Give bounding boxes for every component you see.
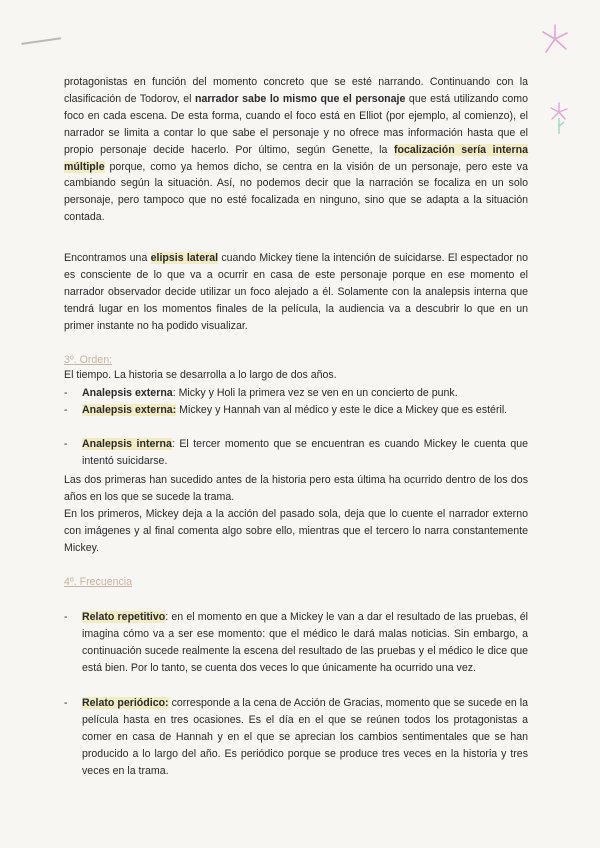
bold-term: elipsis lateral — [150, 252, 219, 264]
bold-term: focalización sería interna múltiple — [64, 143, 528, 173]
bullet-dash: - — [64, 697, 68, 709]
bullet-label: Analepsis externa: — [82, 404, 177, 416]
bullet-dash: - — [64, 438, 68, 450]
bullet-dash: - — [64, 404, 68, 416]
bullet-text: : Micky y Holi la primera vez se ven en un concierto de punk. — [172, 387, 458, 399]
paragraph-elipsis — [64, 250, 528, 335]
list-item — [64, 695, 529, 780]
bullet-label: Relato periódico: — [82, 697, 169, 709]
bullet-text: : en el momento en que a Mickey le van a dar el resultado de las pruebas, él imagina cómo va a ser ese momento: que el médico le dará malas noticias. Sin embargo, a continuación sucede realmente la escena del resultado de las pruebas y el médico le dice que está bien. Por lo tanto, se cuenta dos veces lo que únicamente ha ocurrido una vez. — [82, 611, 528, 674]
text: protagonistas en función del momento concreto que se esté narrando. Continuando con la clasificación de Todorov, el — [64, 76, 528, 105]
list-item — [64, 609, 528, 677]
flower-doodle-icon — [540, 22, 570, 56]
section-heading-orden: 3º. Orden: — [64, 354, 113, 366]
list-item — [64, 385, 528, 402]
bullet-label: Analepsis externa — [82, 387, 173, 399]
bullet-label: Relato repetitivo — [82, 611, 166, 623]
list-item — [64, 436, 528, 470]
orden-after-2: En los primeros, Mickey deja a la acción del pasado sola, deja que lo cuente el narrador externo con imágenes y al final comenta algo sobre ello, mientras que el tercero lo narra constantemente Mickey. — [64, 508, 528, 554]
text: cuando Mickey tiene la intención de suicidarse. El espectador no es consciente de lo que va a ocurrir en casa de este personaje porque en ese momento el narrador observador decide utilizar un foco alejado a él. Solamente con la analepsis interna que tendrá lugar en los momentos finales de la película, la audiencia va a descubrir lo que en un primer instante no ha podido visualizar. — [64, 252, 528, 332]
text: Encontramos una — [64, 252, 151, 264]
bullet-dash: - — [64, 387, 68, 399]
flower-doodle-icon — [548, 100, 570, 136]
bullet-dash: - — [64, 611, 68, 623]
section-heading-frecuencia: 4º. Frecuencia — [64, 576, 133, 588]
bullet-text: corresponde a la cena de Acción de Gracias, momento que se sucede en la película hasta en tres ocasiones. Es el día en el que se reúnen todos los protagonistas a comer en casa de Hannah y en el que se aprecian los cambios sentimentales que se han producido a lo largo del año. Es periódico porque se produce tres veces en la historia y tres veces en la trama. — [82, 697, 529, 777]
orden-after-1: Las dos primeras han sucedido antes de la historia pero esta última ha ocurrido dentro de los dos años en los que se sucede la trama. — [64, 474, 528, 503]
orden-intro: El tiempo. La historia se desarrolla a lo largo de dos años. — [64, 369, 337, 381]
scan-mark — [21, 37, 62, 54]
list-item — [64, 402, 528, 419]
bullet-text: Mickey y Hannah van al médico y este le dice a Mickey que es estéril. — [176, 404, 508, 416]
bullet-text: : El tercer momento que se encuentran es cuando Mickey le cuenta que intentó suicidarse. — [82, 438, 528, 467]
text: porque, como ya hemos dicho, se centra en la visión de un personaje, pero este va cambiando según la situación. Así, no podemos decir que la narración se focaliza en un solo personaje, pero tampoco que no esté focalizada en ninguno, sino que se adapta a la situación contada. — [64, 160, 528, 224]
paragraph-narrator — [64, 74, 528, 226]
bullet-label: Analepsis interna — [82, 438, 172, 450]
text: que está utilizando como foco en cada escena. De esta forma, cuando el foco está en Elliot (por ejemplo, al comienzo), el narrador se limita a contar lo que sabe el personaje y no ofrece mas información hasta que el propio personaje decide hacerlo. Por último, según Genette, la — [64, 92, 528, 156]
bold-term: narrador sabe lo mismo que el personaje — [195, 92, 406, 105]
